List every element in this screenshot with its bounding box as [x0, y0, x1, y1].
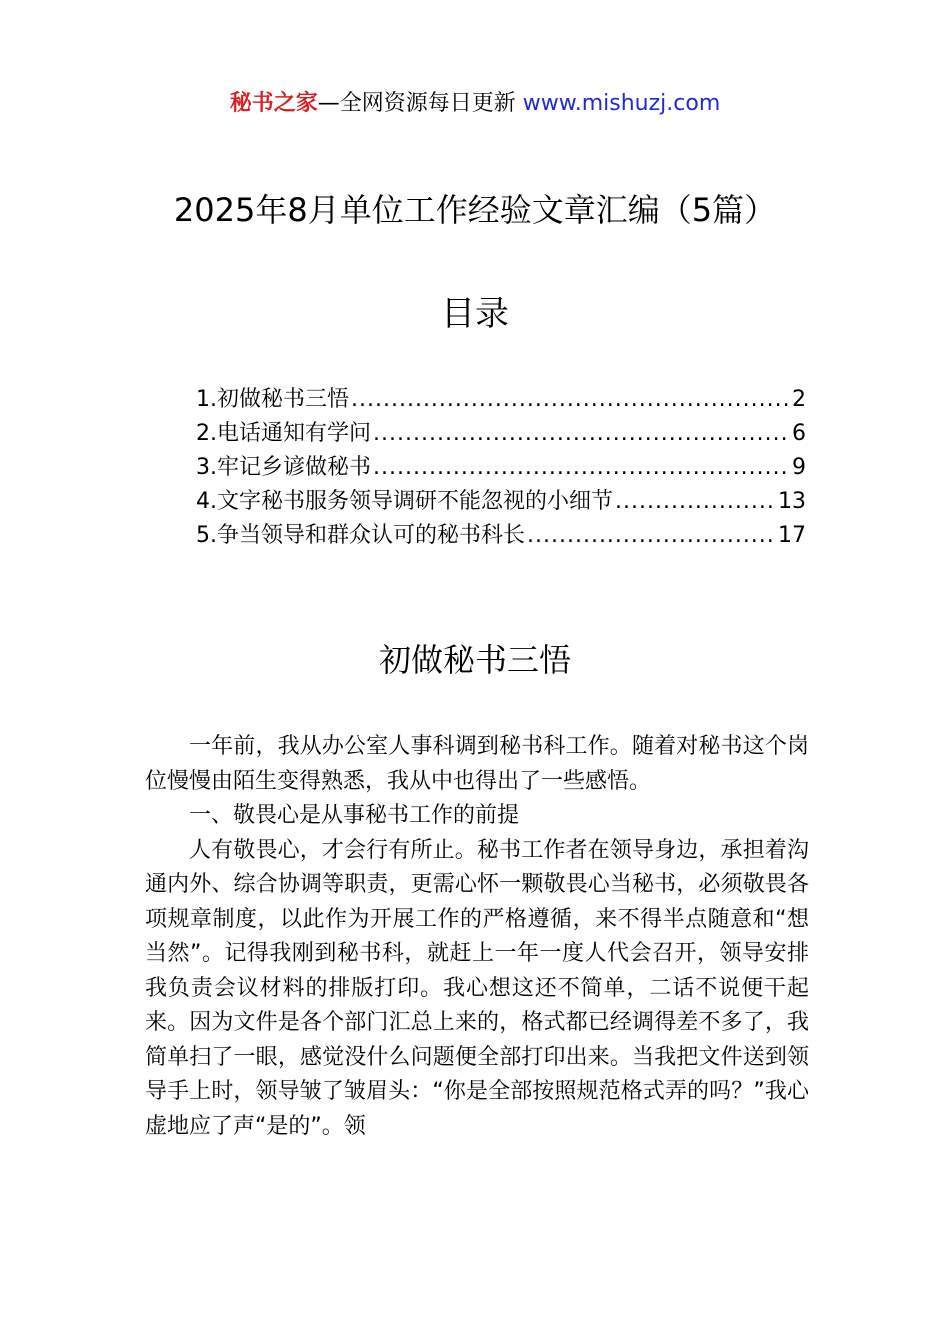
toc-leader-dots — [373, 417, 790, 451]
site-url-link[interactable]: www.mishuzj.com — [522, 91, 721, 116]
toc-leader-dots — [351, 383, 790, 417]
toc-item-4[interactable] — [196, 485, 806, 519]
toc-item-page: 9 — [792, 455, 806, 480]
toc-item-page: 2 — [792, 387, 806, 412]
toc-item-page: 13 — [778, 489, 806, 514]
header-tagline: —全网资源每日更新 — [317, 91, 523, 116]
paragraph-1: 人有敬畏心，才会行有所止。秘书工作者在领导身边，承担着沟通内外、综合协调等职责，更需心怀一颗敬畏心当秘书，必须敬畏各项规章制度，以此作为开展工作的严格遵循，来不得半点随意和“想当然”。记得我刚到秘书科，就赶上一年一度人代会召开，领导安排我负责会议材料的排版打印。我心想这还不简单，二话不说便干起来。因为文件是各个部门汇总上来的，格式都已经调得差不多了，我简单扫了一眼，感觉没什么问题便全部打印出来。当我把文件送到领导手上时，领导皱了皱眉头：“你是全部按照规范格式弄的吗？”我心虚地应了声“是的”。领 — [145, 837, 809, 1139]
toc-item-label: 5.争当领导和群众认可的秘书科长 — [196, 523, 525, 548]
toc-leader-dots — [527, 519, 776, 553]
toc-leader-dots — [373, 451, 790, 485]
toc-item-page: 6 — [792, 421, 806, 446]
toc-item-1[interactable] — [196, 383, 806, 417]
article-title: 初做秘书三悟 — [378, 641, 571, 679]
paragraph-intro: 一年前，我从办公室人事科调到秘书科工作。随着对秘书这个岗位慢慢由陌生变得熟悉，我从中也得出了一些感悟。 — [145, 734, 809, 794]
brand-name: 秘书之家 — [229, 91, 318, 116]
toc-item-label: 3.牢记乡谚做秘书 — [196, 455, 371, 480]
toc-item-2[interactable] — [196, 417, 806, 451]
toc-item-label: 2.电话通知有学问 — [196, 421, 371, 446]
table-of-contents — [196, 383, 806, 553]
toc-item-5[interactable] — [196, 519, 806, 553]
site-header — [0, 88, 950, 120]
toc-item-page: 17 — [778, 523, 806, 548]
document-title: 2025年8月单位工作经验文章汇编（5篇） — [173, 191, 777, 229]
toc-item-3[interactable] — [196, 451, 806, 485]
section-heading-1: 一、敬畏心是从事秘书工作的前提 — [189, 803, 520, 828]
toc-item-label: 1.初做秘书三悟 — [196, 387, 349, 412]
article-body — [145, 730, 809, 1144]
toc-leader-dots — [615, 485, 776, 519]
toc-heading: 目录 — [441, 294, 509, 334]
toc-item-label: 4.文字秘书服务领导调研不能忽视的小细节 — [196, 489, 613, 514]
